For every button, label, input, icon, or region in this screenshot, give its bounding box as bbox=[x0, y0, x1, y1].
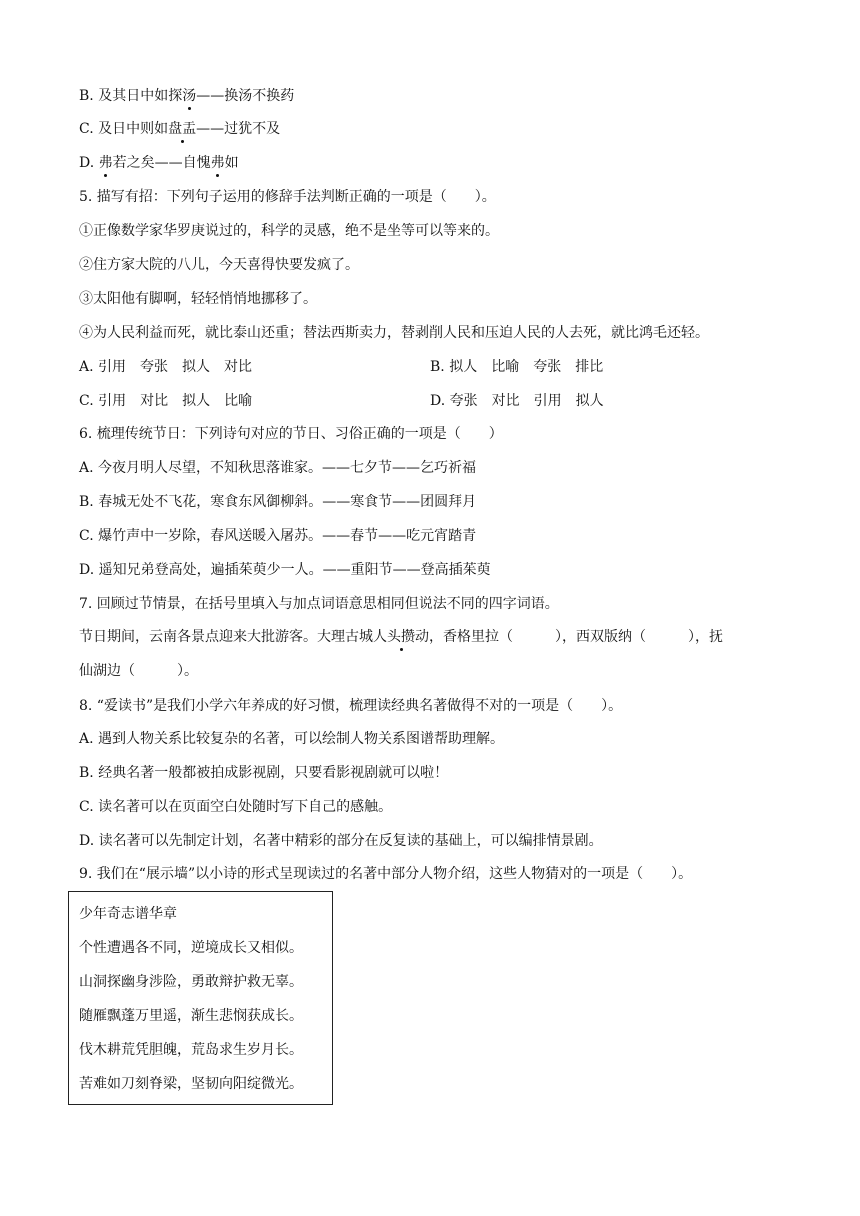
q6-stem: 6. 梳理传统节日：下列诗句对应的节日、习俗正确的一项是（ ） bbox=[79, 426, 503, 442]
poem-line: 山洞探幽身涉险，勇敢辩护救无辜。 bbox=[79, 974, 303, 990]
emphasis-dot-text: 盘盂 bbox=[168, 121, 197, 137]
poem-line: 苦难如刀刻脊梁，坚韧向阳绽微光。 bbox=[79, 1076, 303, 1092]
q5-option-b: B. 拟人 比喻 夸张 排比 bbox=[430, 359, 604, 375]
q6-option-b: B. 春城无处不飞花，寒食东风御柳斜。——寒食节——团圆拜月 bbox=[79, 494, 477, 510]
q6-option-a: A. 今夜月明人尽望，不知秋思落谁家。——七夕节——乞巧祈福 bbox=[79, 460, 477, 476]
q5-sentence-3: ③太阳他有脚啊，轻轻悄悄地挪移了。 bbox=[79, 291, 317, 307]
q9-stem: 9. 我们在“展示墙”以小诗的形式呈现读过的名著中部分人物介绍，这些人物猜对的一项是（ ）。 bbox=[79, 866, 693, 882]
q6-option-d: D. 遥知兄弟登高处，遍插茱萸少一人。——重阳节——登高插茱萸 bbox=[79, 562, 491, 578]
poem-line: 伐木耕荒凭胆魄，荒岛求生岁月长。 bbox=[79, 1042, 303, 1058]
q6-option-c: C. 爆竹声中一岁除，春风送暖入屠苏。——春节——吃元宵踏青 bbox=[79, 528, 477, 544]
emphasis-dot-text: 弗 bbox=[210, 155, 225, 171]
poem-title: 少年奇志谱华章 bbox=[79, 906, 177, 922]
q5-sentence-4: ④为人民利益而死，就比泰山还重；替法西斯卖力，替剥削人民和压迫人民的人去死，就比鸿毛还轻。 bbox=[79, 325, 709, 341]
poem-line: 随雁飘蓬万里遥，渐生悲悯获成长。 bbox=[79, 1008, 303, 1024]
emphasis-dot-text: 弗 bbox=[98, 155, 113, 171]
q5-option-d: D. 夸张 对比 引用 拟人 bbox=[430, 393, 604, 409]
q5-sentence-2: ②住方家大院的八儿，今天喜得快要发疯了。 bbox=[79, 257, 359, 273]
q8-option-a: A. 遇到人物关系比较复杂的名著，可以绘制人物关系图谱帮助理解。 bbox=[79, 731, 505, 747]
q7-passage-line2: 仙湖边（ ）。 bbox=[79, 663, 198, 679]
poem-box bbox=[68, 891, 333, 1105]
q4-option-b: B. 及其日中如探汤——换汤不换药 bbox=[79, 88, 295, 104]
q8-option-b: B. 经典名著一般都被拍成影视剧，只要看影视剧就可以啦！ bbox=[79, 765, 449, 781]
emphasis-dot-text: 汤 bbox=[182, 88, 197, 104]
q8-option-c: C. 读名著可以在页面空白处随时写下自己的感触。 bbox=[79, 799, 393, 815]
q5-sentence-1: ①正像数学家华罗庚说过的，科学的灵感，绝不是坐等可以等来的。 bbox=[79, 223, 499, 239]
emphasis-dot-text: 人头攒动 bbox=[373, 629, 429, 645]
q5-option-a: A. 引用 夸张 拟人 对比 bbox=[79, 359, 253, 375]
q4-option-d: D. 弗若之矣——自愧弗如 bbox=[79, 155, 239, 171]
q7-passage-line1: 节日期间，云南各景点迎来大批游客。大理古城人头攒动，香格里拉（ ），西双版纳（ ），抚 bbox=[79, 629, 723, 645]
q7-stem: 7. 回顾过节情景，在括号里填入与加点词语意思相同但说法不同的四字词语。 bbox=[79, 596, 559, 612]
poem-line: 个性遭遇各不同，逆境成长又相似。 bbox=[79, 940, 303, 956]
q8-stem: 8. “爱读书”是我们小学六年养成的好习惯，梳理读经典名著做得不对的一项是（ ）。 bbox=[79, 698, 623, 714]
q5-stem: 5. 描写有招：下列句子运用的修辞手法判断正确的一项是（ ）。 bbox=[79, 189, 496, 205]
q8-option-d: D. 读名著可以先制定计划，名著中精彩的部分在反复读的基础上，可以编排情景剧。 bbox=[79, 833, 603, 849]
q5-option-c: C. 引用 对比 拟人 比喻 bbox=[79, 393, 253, 409]
q4-option-c: C. 及日中则如盘盂——过犹不及 bbox=[79, 121, 281, 137]
